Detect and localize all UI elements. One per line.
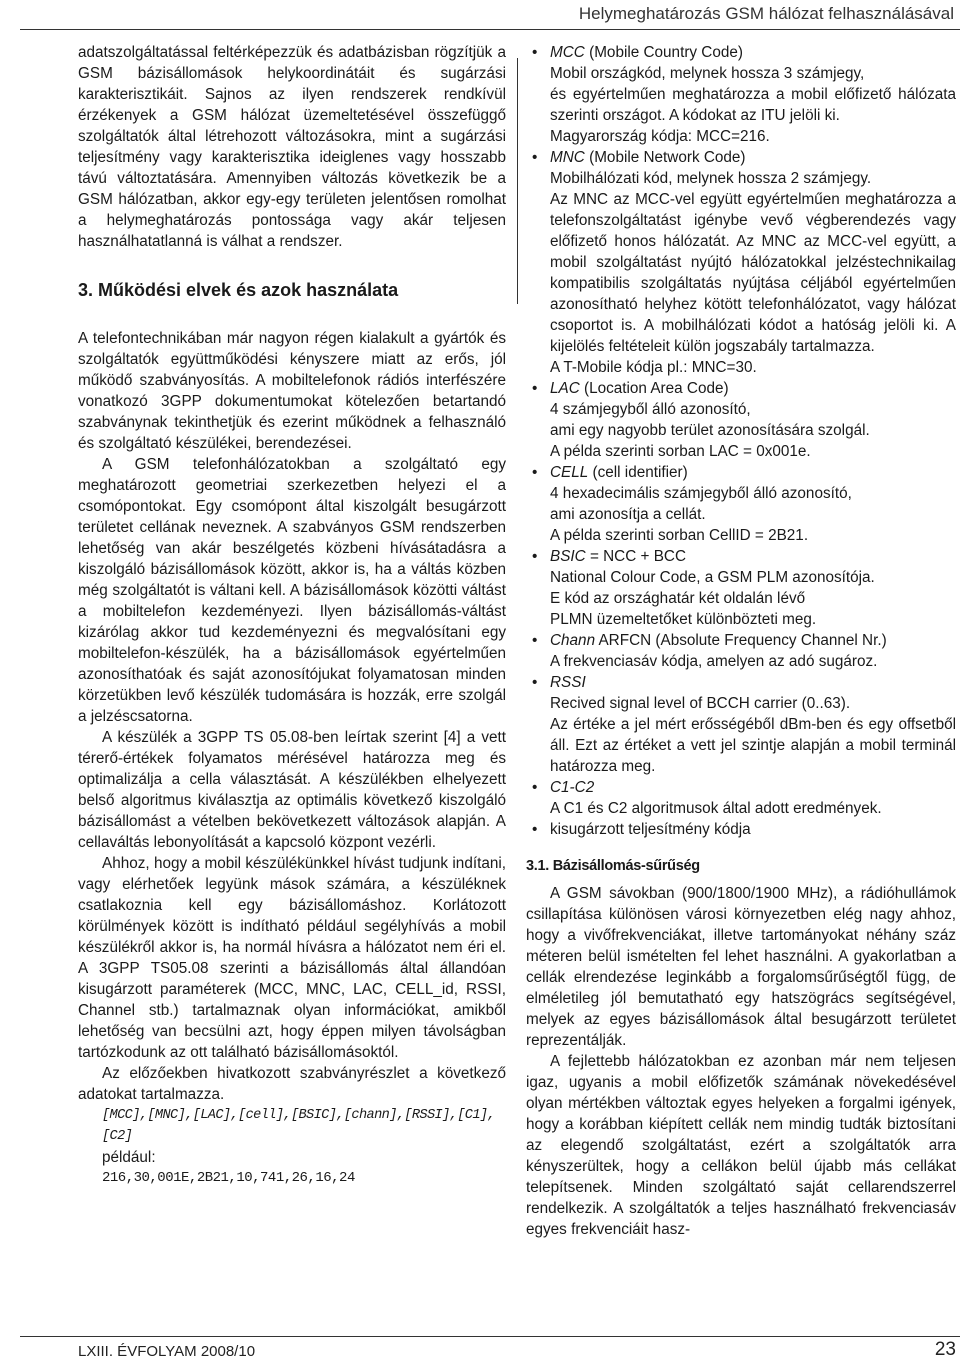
parameter-list [526,42,956,840]
column-divider [517,58,518,304]
parameter-title [550,546,956,567]
example-code: 216,30,001E,2B21,10,741,26,16,24 [102,1170,355,1186]
parameter-item [526,378,956,462]
parameter-subtitle: (cell identifier) [588,464,688,481]
parameter-name: CELL [550,464,589,481]
paragraph: Az előzőekben hivatkozott szabványrészlet a következő adatokat tartalmazza. [78,1065,506,1103]
parameter-subtitle: kisugárzott teljesítmény kódja [550,821,751,838]
parameter-title [550,42,956,63]
example-label: például: [102,1149,156,1166]
parameter-item [526,630,956,672]
subsection-heading: 3.1. Bázisállomás-sűrűség [526,858,700,874]
parameter-title [550,378,956,399]
parameter-description: és egyértelműen meghatározza a mobil előfizető hálózata szerinti országot. A kódokat az ITU jelöli ki. [550,86,956,124]
parameter-description: E kód az országhatár két oldalán lévő [550,590,806,607]
parameter-name: Chann [550,632,596,649]
parameter-item [526,672,956,777]
parameter-name: C1-C2 [550,779,595,796]
running-header-title: Helymeghatározás GSM hálózat felhasználásával [578,4,954,23]
footer-volume: LXIII. ÉVFOLYAM 2008/10 [78,1343,256,1360]
parameter-item [526,42,956,147]
parameter-name: RSSI [550,674,586,691]
parameter-item [526,546,956,630]
parameter-description: ami egy nagyobb terület azonosítására szolgál. [550,422,870,439]
parameter-item [526,777,956,819]
parameter-description: 4 hexadecimális számjegyből álló azonosító, [550,485,852,502]
header-rule [20,29,960,30]
parameter-name: BSIC [550,548,586,565]
parameter-description: 4 számjegyből álló azonosító, [550,401,751,418]
parameter-item [526,819,956,840]
parameter-description: A példa szerinti sorban CellID = 2B21. [550,527,809,544]
parameter-name: MCC [550,44,585,61]
parameter-description: National Colour Code, a GSM PLM azonosítója. [550,569,875,586]
parameter-description: A C1 és C2 algoritmusok által adott eredmények. [550,800,882,817]
parameter-subtitle: = NCC + BCC [585,548,687,565]
parameter-description: Recived signal level of BCCH carrier (0..63). [550,695,851,712]
paragraph: A telefontechnikában már nagyon régen kialakult a gyártók és szolgáltatók együttműködési kényszere miatt az erős, jól működő szabványosítás. A mobiltelefonok rádiós interfészére vonatkozó 3GPP dokumentumokat kötelezően betartandó szabványnak tekinthetjük és ezerint működnek a felhasználó és szolgáltató készülékei, berendezései. [78,330,506,452]
parameter-description: ami azonosítja a cellát. [550,506,706,523]
left-column [78,42,506,1189]
parameter-subtitle: ARFCN (Absolute Frequency Channel Nr.) [595,632,887,649]
format-code: [MCC],[MNC],[LAC],[cell],[BSIC],[chann],[RSSI],[C1],[C2] [102,1108,495,1144]
parameter-subtitle: (Mobile Country Code) [584,44,743,61]
parameter-description: A T-Mobile kódja pl.: MNC=30. [550,359,757,376]
section-heading: 3. Működési elvek és azok használata [78,280,399,300]
parameter-item [526,147,956,378]
parameter-description: Az MNC az MCC-vel együtt egyértelműen meghatározza a telefonszolgáltatást igénybe vevő végberendezés vagy előfizető honos hálózatát. Az MNC az MCC-vel együtt, a mobil szolgáltatást nyújtó hálózatokkal jelzéstechnikailag kompatibilis szolgáltatás nyújtása céljából egyértelműen azonosítható helyhez kötött telefonhálózatot, vagy hálózat csoportot is. A mobilhálózati kódot a hatóság jelöli ki. A kijelölés feltételeit külön jogszabály tartalmazza. [550,191,956,355]
parameter-name: MNC [550,149,585,166]
paragraph: A fejlettebb hálózatokban ez azonban már nem teljesen igaz, ugyanis a mobil előfizetők számának növekedésével olyan mértékben változtak egyes helyeken a forgalmi igények, hogy a korábban kiépített cellák nem mindig tudták biztosítani az elegendő szolgáltatást, ezért a szolgáltatók arra kényszerültek, hogy a cellákon belül újabb más cellákat telepítsenek. Minden szolgáltató saját cellarendszerrel rendelkezik. A szolgáltatók a teljes használható frekvenciasáv egyes frekvenciáit hasz- [526,1053,956,1238]
page-number: 23 [934,1339,956,1360]
parameter-description: Mobil országkód, melynek hossza 3 számjegy, [550,65,865,82]
footer-rule [20,1336,960,1337]
parameter-title [550,147,956,168]
parameter-title [550,777,956,798]
parameter-item [526,462,956,546]
paragraph: A GSM sávokban (900/1800/1900 MHz), a rádióhullámok csillapítása különösen városi környezetben elég nagy ahhoz, hogy a vivőfrekvenciákat, illetve tartományokat néhány száz méteren belül ismételten fel lehet használni. A gyakorlatban a cellák elrendezése leginkább a forgalomsűrűségtől függ, de elméletileg jól bemutatható egy hatszögrács segítségével, melyek az egyes bázisállomások által besugárzott területet reprezentálják. [526,885,956,1049]
paragraph: A GSM telefonhálózatokban a szolgáltató egy meghatározott geometriai szerkezetben helyezi el a csomópontokat. Egy csomópont által kiszolgált besugárzott területet cellának neveznek. A szabványos GSM rendszerben lehetőség van akár beszélgetés közbeni hívásátadásra a kiszolgáló bázisállomások között, akkor is, ha a váltás közben még szolgáltatót is váltani kell. A bázisállomások közötti váltást a mobiltelefon kezdeményezi. Ilyen bázisállomás-váltást kizárólag akkor tud kezdeményezni és megvalósítani egy mobiltelefon-készülék, ha a bázisállomások egyértelműen azonosíthatóak és saját azonosítójukat folyamatosan minden körzetükben levő készülék tudomására is hozzák, erre szolgál a jelzéscsatorna. [78,456,506,725]
parameter-title [550,672,956,693]
parameter-description: A példa szerinti sorban LAC = 0x001e. [550,443,811,460]
parameter-description: Az értéke a jel mért erősségéből dBm-ben és egy offsetből áll. Ezt az értéket a vett jel szintje alapján a mobil terminál határozza meg. [550,716,956,775]
parameter-description: Mobilhálózati kód, melynek hossza 2 számjegy. [550,170,872,187]
paragraph: A készülék a 3GPP TS 05.08-ben leírtak szerint [4] a vett térerő-értékek folyamatos mérésével határozza meg és optimalizálja a cella választását. A készülékben elhelyezett belső algoritmus kiválasztja az optimális következő kiszolgáló bázisállomást a vételben bekövetkezett változások alapján. A cellaváltás lebonyolítását a kapcsoló központ vezérli. [78,729,506,851]
parameter-title [550,630,956,651]
parameter-description: Magyarország kódja: MCC=216. [550,128,770,145]
parameter-title [550,819,956,840]
parameter-title [550,462,956,483]
parameter-subtitle: (Mobile Network Code) [584,149,746,166]
parameter-name: LAC [550,380,580,397]
parameter-subtitle: (Location Area Code) [579,380,729,397]
right-column [526,42,956,1240]
parameter-description: A frekvenciasáv kódja, amelyen az adó sugároz. [550,653,878,670]
parameter-description: PLMN üzemeltetőket különbözteti meg. [550,611,817,628]
paragraph: Ahhoz, hogy a mobil készülékünkkel hívást tudjunk indítani, vagy elérhetőek legyünk mások számára, a készüléknek csatlakoznia kell egy bázisállomáshoz. Korlátozott körülmények között is indítható például segélyhívás a mobil készülékről akkor is, ha normál hívásra a hálózatot nem éri el. A 3GPP TS05.08 szerinti a bázisállomás által állandóan kisugárzott paraméterek (MCC, MNC, LAC, CELL_id, RSSI, Channel stb.) tartalmaznak olyan információkat, amikből lehetőség van becsülni azt, hogy éppen milyen távolságban tartózkodunk az ott található bázisállomásoktól. [78,855,506,1061]
intro-paragraph: adatszolgáltatással feltérképezzük és adatbázisban rögzítjük a GSM bázisállomások helykoordinátáit és sugárzási karakterisztikáit. Sajnos az ilyen rendszerek rendkívül érzékenyek a GSM hálózat üzemeltetésével összefüggő szolgáltatók által létrehozott változásokra, mint a sugárzási teljesítmény vagy karakterisztika ideiglenes vagy hosszabb távú változtatására. Amennyiben változás következik be a GSM hálózatban, akkor egy-egy területen jelentősen romolhat a helymeghatározás pontossága vagy akár teljesen használhatatlanná is válhat a rendszer. [78,44,506,250]
